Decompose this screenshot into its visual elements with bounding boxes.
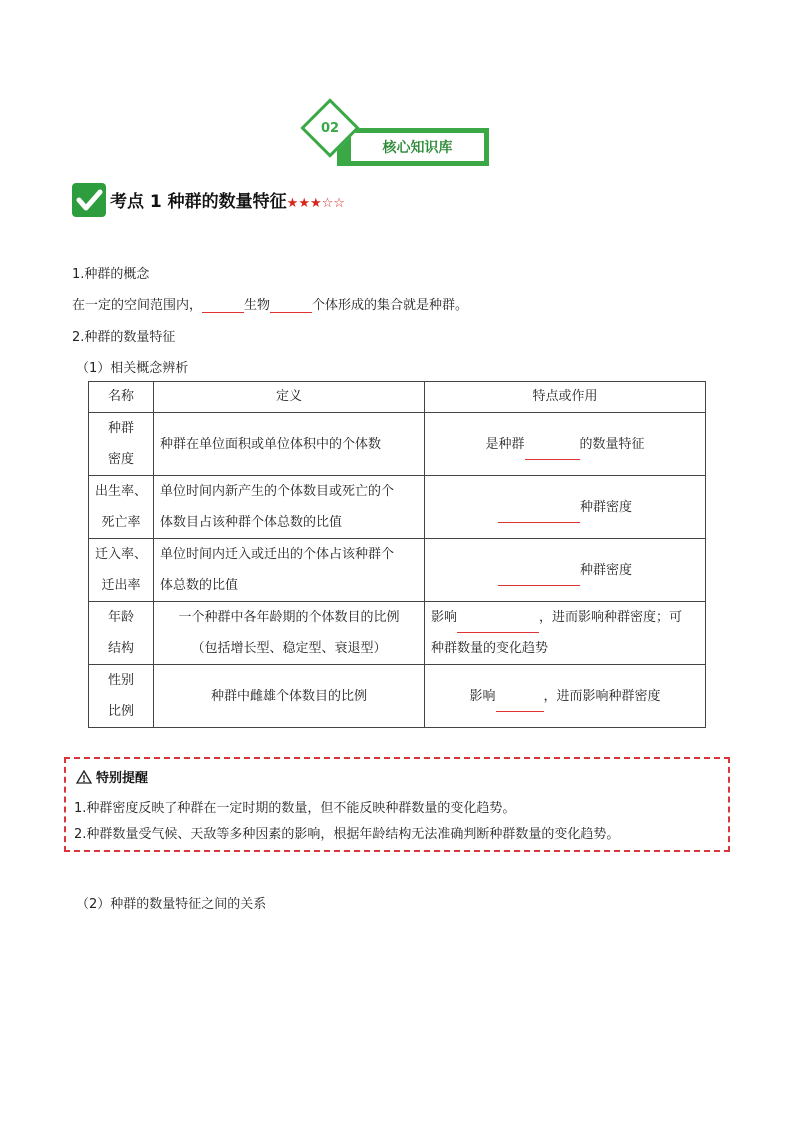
concept-table <box>88 381 706 728</box>
section-title: 核心知识库 <box>351 133 484 161</box>
reminder-line-1: 1.种群密度反映了种群在一定时期的数量，但不能反映种群数量的变化趋势。 <box>74 801 516 816</box>
blank-1 <box>202 298 244 313</box>
header-feature: 特点或作用 <box>425 382 706 413</box>
concept-heading-1: 1.种群的概念 <box>72 267 150 282</box>
table-row: 出生率、 死亡率 单位时间内新产生的个体数目或死亡的个 体数目占该种群个体总数的比值 种群密度 <box>89 476 706 539</box>
subheading-2: （2）种群的数量特征之间的关系 <box>76 897 267 912</box>
concept-sentence: 在一定的空间范围内， 生物 个体形成的集合就是种群。 <box>72 298 469 313</box>
difficulty-stars: ★★★☆☆ <box>286 196 345 211</box>
section-number: 02 <box>320 120 340 136</box>
table-row: 种群 密度 种群在单位面积或单位体积中的个体数 是种群 的数量特征 <box>89 413 706 476</box>
special-reminder-box <box>64 757 730 852</box>
table-row: 年龄 结构 一个种群中各年龄期的个体数目的比例 （包括增长型、稳定型、衰退型） 影响 ，进而影响种群密度；可 种群数量的变化趋势 <box>89 602 706 665</box>
checkmark-icon <box>72 183 106 217</box>
header-definition: 定义 <box>154 382 425 413</box>
reminder-line-2: 2.种群数量受气候、天敌等多种因素的影响，根据年龄结构无法准确判断种群数量的变化趋势。 <box>74 827 620 842</box>
topic-title: 考点 1 种群的数量特征 <box>110 192 287 212</box>
topic-heading <box>110 187 345 212</box>
concept-heading-2: 2.种群的数量特征 <box>72 330 176 345</box>
header-name: 名称 <box>89 382 154 413</box>
reminder-heading: 特别提醒 <box>76 767 148 786</box>
table-row: 性别 比例 种群中雌雄个体数目的比例 影响 ，进而影响种群密度 <box>89 665 706 728</box>
warning-icon <box>76 770 92 784</box>
subheading-1: （1）相关概念辨析 <box>76 361 189 376</box>
table-header-row <box>89 382 706 413</box>
table-row: 迁入率、 迁出率 单位时间内迁入或迁出的个体占该种群个 体总数的比值 种群密度 <box>89 539 706 602</box>
blank-2 <box>270 298 312 313</box>
